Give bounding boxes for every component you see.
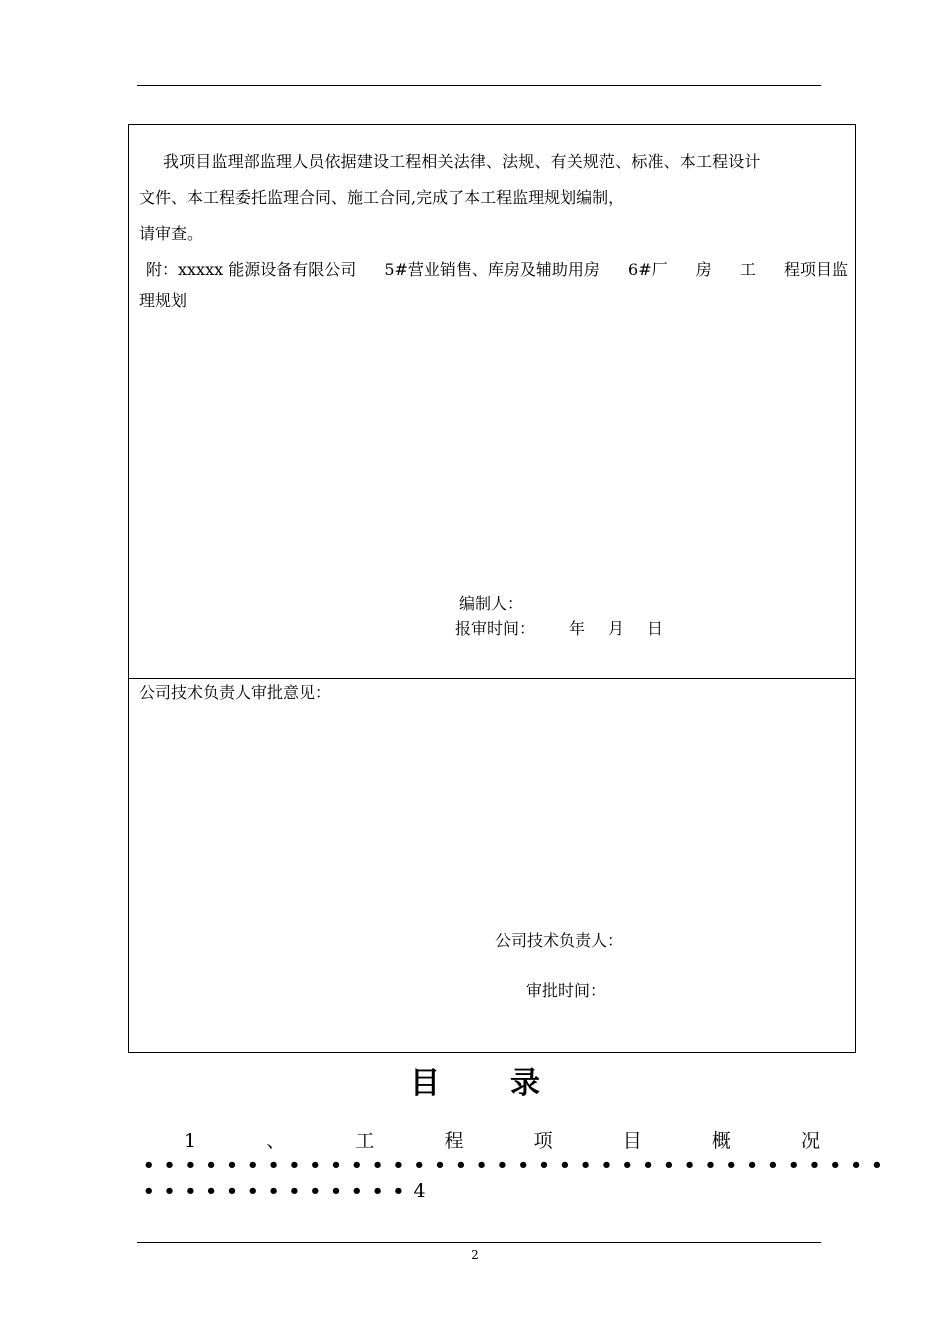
attach-part: 附：xxxxx 能源设备有限公司 — [146, 260, 357, 279]
toc-title — [0, 1058, 950, 1102]
toc-part: 况 — [800, 1130, 820, 1152]
toc-part: 程 — [444, 1130, 464, 1152]
tech-lead-label: 公司技术负责人： — [495, 931, 624, 950]
approval-time-label: 审批时间： — [526, 981, 607, 1000]
toc-title-char: 目 — [410, 1066, 440, 1101]
attach-part: 房 — [695, 260, 712, 279]
toc-page-number: 4 — [413, 1180, 426, 1202]
approval-box — [128, 678, 856, 1053]
toc-part: 1 — [184, 1130, 197, 1152]
day-label: 日 — [647, 619, 664, 638]
attachment-line2: 理规划 — [139, 291, 188, 310]
page-number: 2 — [471, 1248, 479, 1262]
toc-part: 、 — [266, 1130, 286, 1152]
submit-time-label: 报审时间： — [455, 619, 536, 638]
month-label: 月 — [608, 619, 625, 638]
attach-part: 5#营业销售、库房及辅助用房 — [384, 260, 600, 279]
para1-line1: 我项目监理部监理人员依据建设工程相关法律、法规、有关规范、标准、本工程设计 — [163, 152, 761, 171]
toc-entry-1[interactable] — [184, 1129, 820, 1153]
attach-part: 程项目监 — [783, 260, 848, 279]
approval-opinion-label: 公司技术负责人审批意见： — [139, 683, 332, 702]
footer-rule — [137, 1242, 821, 1243]
toc-part: 目 — [622, 1130, 642, 1152]
toc-leader-dots-2 — [143, 1180, 426, 1203]
attachment-line1 — [146, 260, 848, 280]
toc-title-char: 录 — [510, 1066, 540, 1101]
para1-line3: 请审查。 — [139, 224, 204, 243]
para1-line2: 文件、本工程委托监理合同、施工合同,完成了本工程监理规划编制， — [139, 188, 625, 207]
toc-leader-dots: ••••••••••••• — [143, 1181, 414, 1202]
header-rule — [137, 85, 821, 86]
toc-part: 工 — [355, 1130, 375, 1152]
attach-part: 6#厂 — [628, 260, 668, 279]
compiler-label: 编制人： — [459, 594, 524, 613]
attach-part: 工 — [739, 260, 756, 279]
year-label: 年 — [569, 619, 586, 638]
toc-leader-dots-1: •••••••••••••••••••••••••••••••••••• — [143, 1155, 892, 1176]
toc-part: 概 — [711, 1130, 731, 1152]
toc-part: 项 — [533, 1130, 553, 1152]
